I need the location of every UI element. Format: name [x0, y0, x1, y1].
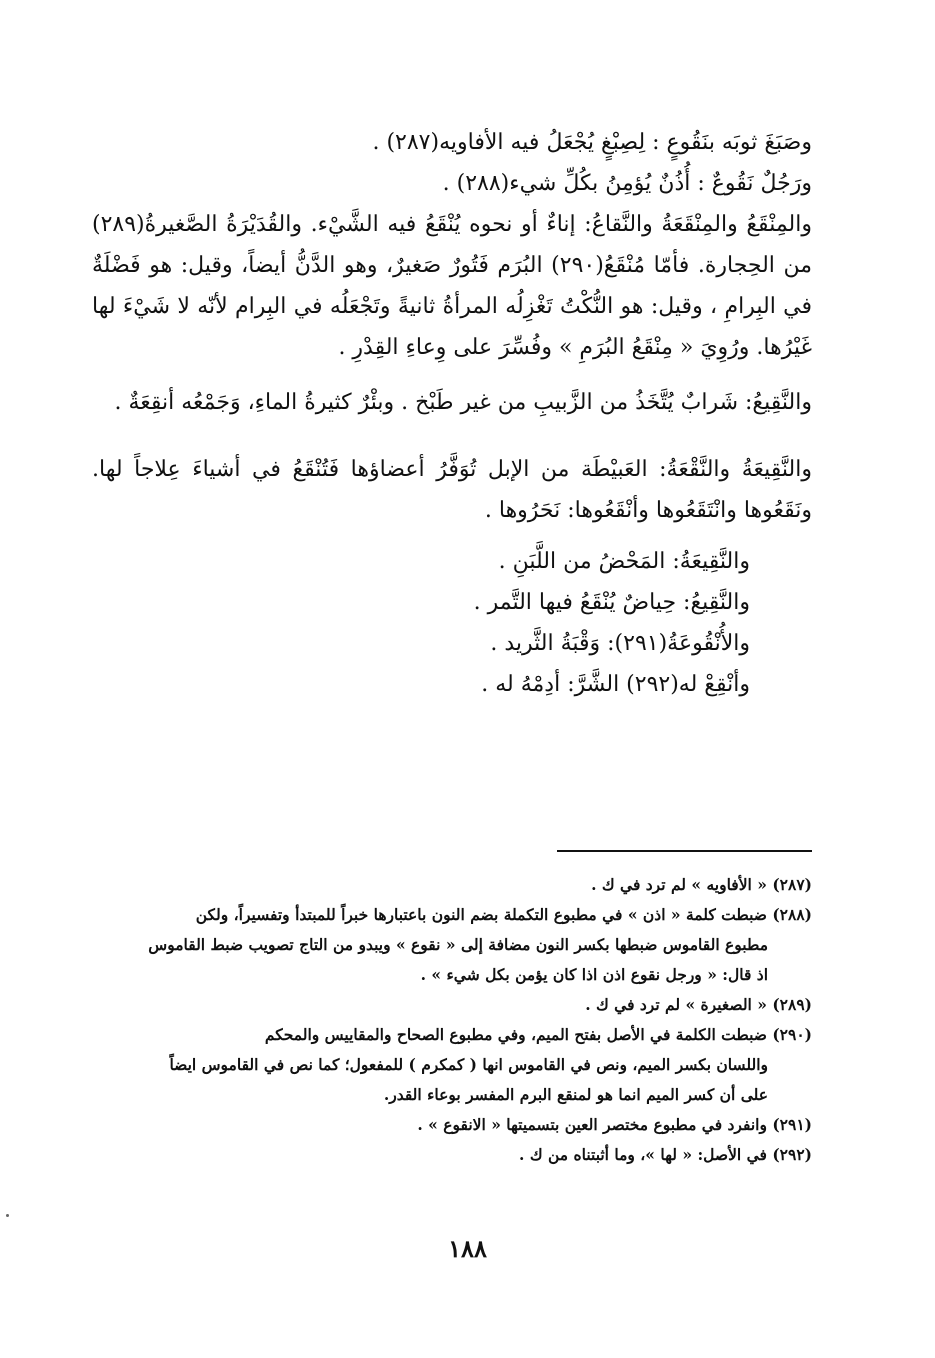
page-number: ١٨٨	[448, 1234, 487, 1263]
footnote-291: (٢٩١) وانفرد في مطبوع مختصر العين بتسميتها « الانقوع » .	[417, 1115, 812, 1134]
list-item: والأُنْقُوعَةُ(٢٩١): وَقْبَةُ الثَّريد .	[490, 631, 750, 656]
entry-line-dyed-cloth: وصَبَغَ ثوبَه بنَقُوعٍ : لِصِبْغٍ يُجْعَلُ فيه الأفاويه(٢٨٧) .	[372, 130, 812, 155]
footnote-288-continued: اذ قال: « ورجل نقوع اذن اذا كان يؤمن بكل شيء » .	[420, 965, 768, 984]
paragraph-minqa: والمِنْقَعُ والمِنْقَعَةُ والنَّقاعُ: إناءٌ أو نحوه يُنْقَعُ فيه الشَّيْء. والقُدَيْرَةُ الصَّغيرةُ(٢٨٩) من الحِجارة. فأمّا مُنْقَعُ(٢٩٠) البُرَم فَتُورٌ صَغيرٌ، وهو الدَّنُّ أيضاً، وقيل: هو فَضْلَةٌ في البِرامِ ، وقيل: هو النُّكْتُ تَغْزِلُه المرأةُ ثانيةً وتَجْعَلُه في البِرام لأنّه لا شَيْءَ لها غَيْرُها. ورُوِيَ « مِنْقَعُ البُرَمِ » وفُسِّرَ على وِعاءِ القِدْرِ .	[92, 212, 812, 360]
footnote-288-continued: مطبوع القاموس ضبطها بكسر النون مضافة إلى « نقوع » ويبدو من التاج تصويب ضبط القاموس	[148, 935, 768, 954]
list-item: وأنْقِعْ له(٢٩٢) الشَّرَّ: أدِمْهُ له .	[481, 672, 750, 697]
footnote-290-continued: على أن كسر الميم انما هو لمنقع البرم المفسر بوعاء القدر.	[383, 1085, 768, 1104]
paragraph-naqia: والنَّقِيعَةُ والنَّقْعَةُ: العَبيْطَة من الإبل تُوَفَّرُ أعضاؤها فَتُنْقَعُ في أشياءَ عِلاجاً لها. ونَقَعُوها وانْتَقَعُوها وأنْقَعُوها: نَحَرُوها .	[92, 457, 812, 523]
scan-speck	[6, 1214, 9, 1217]
short-entries-list	[92, 541, 750, 705]
list-item: والنَّقِيعُ: حِياضٌ يُنْقَعُ فيها التَّمر .	[473, 590, 750, 615]
footnote-290-continued: واللسان بكسر الميم، ونص في القاموس انها ( كمكرم ) للمفعول؛ كما نص في القاموس ايضاً	[169, 1055, 768, 1074]
footnotes	[92, 870, 812, 1170]
footnote-287: (٢٨٧) « الأفاويه » لم ترد في ك .	[591, 875, 812, 894]
list-item: والنَّقِيعَةُ: المَحْضُ من اللَّبَنِ .	[498, 549, 750, 574]
footnote-292: (٢٩٢) في الأصل: « لها »، وما أثبتناه من ك .	[519, 1145, 812, 1164]
paragraph-naqi: والنَّقِيعُ: شَرابٌ يُتَّخَذُ من الزَّبيبِ من غير طَبْخ . وبئْرٌ كثيرةُ الماءِ، وَجَمْعُه أنقِعَةٌ .	[114, 390, 812, 415]
footnote-290: (٢٩٠) ضبطت الكلمة في الأصل بفتح الميم، وفي مطبوع الصحاح والمقاييس والمحكم	[264, 1025, 812, 1044]
footnote-288: (٢٨٨) ضبطت كلمة « اذن » في مطبوع التكملة بضم النون باعتبارها خبراً للمبتدأ وتفسيراً، ولكن	[195, 905, 812, 924]
footnote-divider	[557, 850, 812, 852]
footnote-289: (٢٨٩) « الصغيرة » لم ترد في ك .	[585, 995, 812, 1014]
entry-line-credulous-man: ورَجُلٌ نَقُوعٌ : أُذُنٌ يُؤمِنُ بكُلِّ شيء(٢٨٨) .	[442, 171, 812, 196]
main-text	[92, 118, 812, 705]
